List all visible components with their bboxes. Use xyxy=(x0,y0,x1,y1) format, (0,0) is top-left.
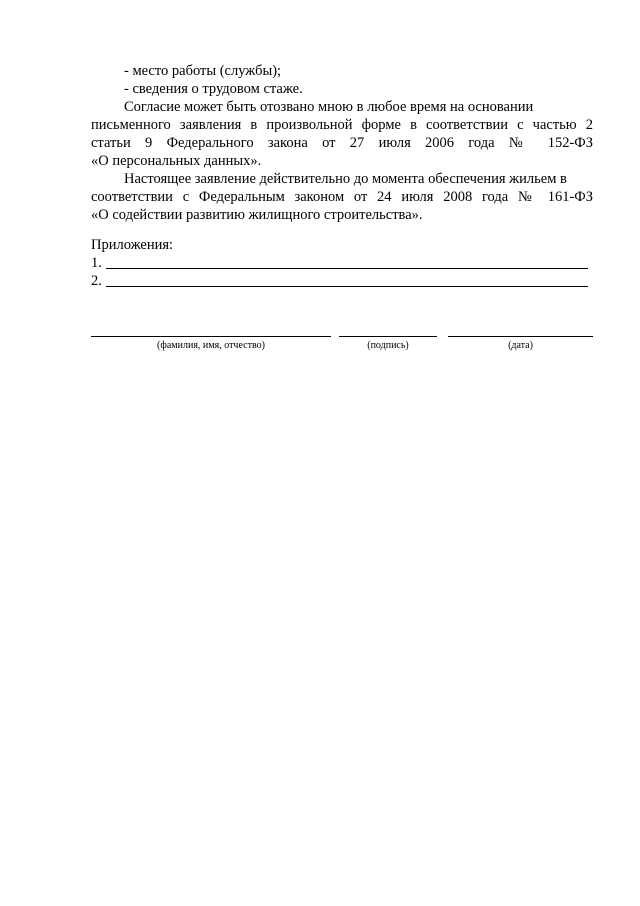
attachment-1-field[interactable] xyxy=(106,268,588,269)
attachment-2-number: 2. xyxy=(91,273,102,289)
date-field[interactable] xyxy=(448,336,593,337)
full-name-caption: (фамилия, имя, отчество) xyxy=(157,340,265,351)
validity-line-3: «О содействии развитию жилищного строительства». xyxy=(91,207,423,223)
attachment-2-field[interactable] xyxy=(106,286,588,287)
attachment-1-number: 1. xyxy=(91,255,102,271)
validity-line-2: соответствии с Федеральным законом от 24 июля 2008 года № 161-ФЗ xyxy=(91,189,593,205)
consent-line-3: статьи 9 Федерального закона от 27 июля 2006 года № 152-ФЗ xyxy=(91,135,593,151)
list-item-experience: - сведения о трудовом стаже. xyxy=(124,81,303,97)
signature-caption: (подпись) xyxy=(367,340,409,351)
validity-line-1: Настоящее заявление действительно до момента обеспечения жильем в xyxy=(124,171,567,187)
consent-line-4: «О персональных данных». xyxy=(91,153,262,169)
consent-line-2: письменного заявления в произвольной форме в соответствии с частью 2 xyxy=(91,117,593,133)
list-item-work: - место работы (службы); xyxy=(124,63,282,79)
full-name-field[interactable] xyxy=(91,336,331,337)
consent-line-1: Согласие может быть отозвано мною в любое время на основании xyxy=(124,99,534,115)
signature-field[interactable] xyxy=(339,336,437,337)
date-caption: (дата) xyxy=(508,340,533,351)
attachments-heading: Приложения: xyxy=(91,237,174,253)
